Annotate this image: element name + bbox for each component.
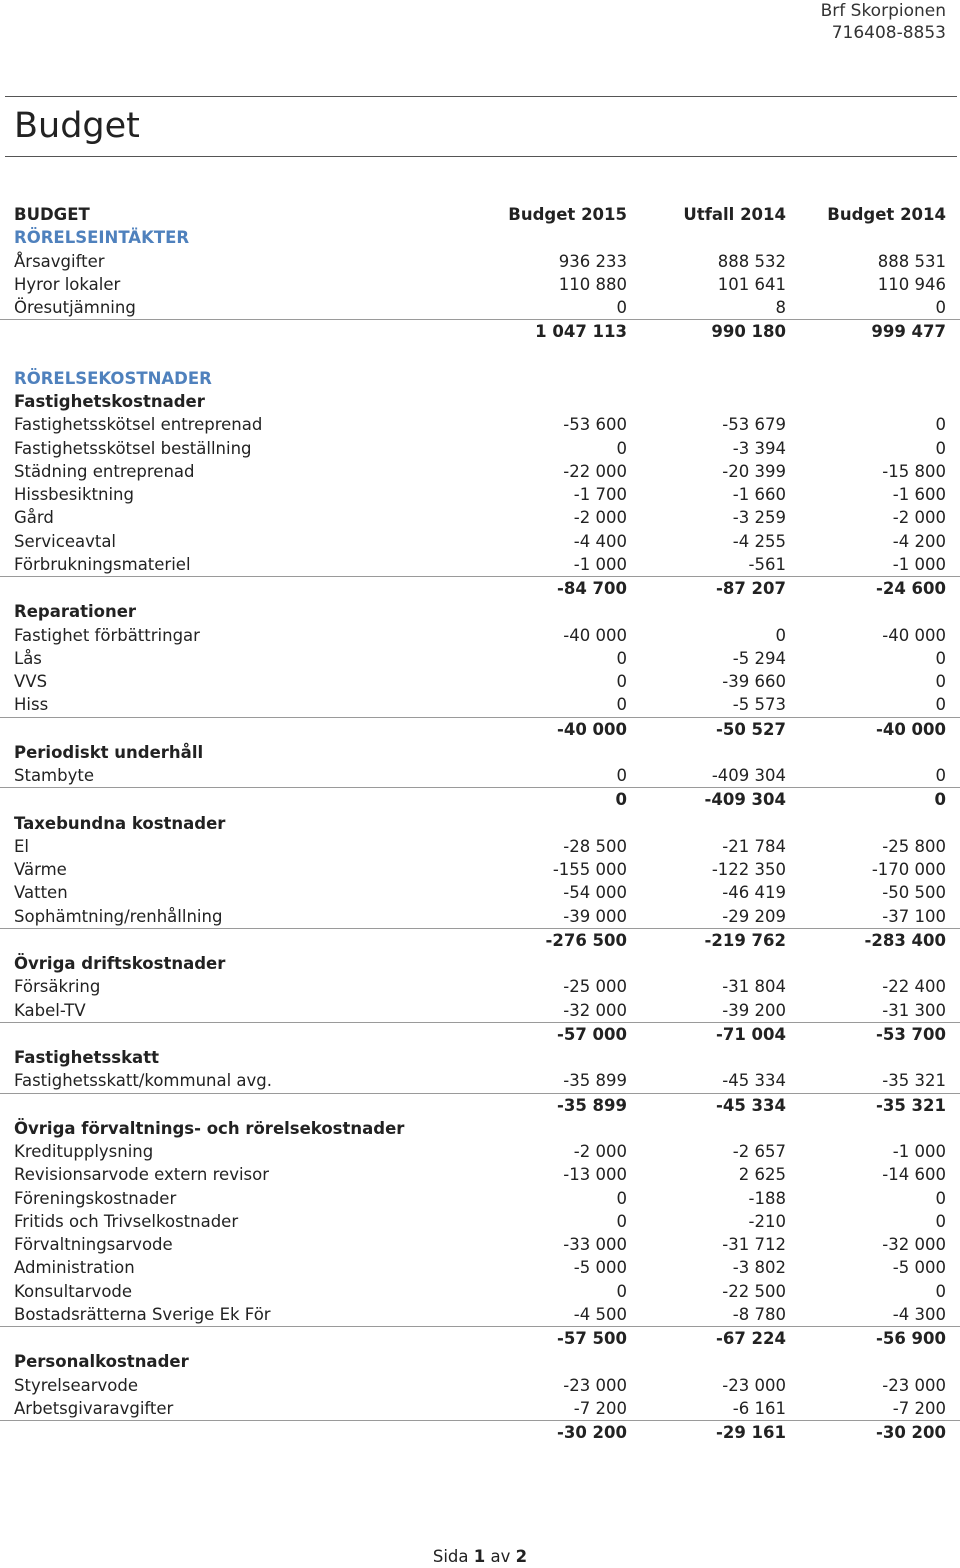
table-row [0,1187,960,1210]
budget-2015-cell: -276 500 [545,930,627,950]
utfall-2014-cell: -29 209 [722,906,786,926]
budget-2014-cell: 0 [935,766,946,785]
utfall-2014-cell: -8 780 [732,1304,786,1324]
budget-2014-cell: -4 200 [892,531,946,551]
utfall-2014-cell: -3 802 [732,1258,786,1278]
utfall-2014-cell: -561 [748,554,786,574]
budget-2015-cell: 0 [616,1281,627,1301]
utfall-2014-cell: 990 180 [711,322,786,342]
budget-2014-cell: -32 000 [882,1235,946,1254]
row-label: Städning entreprenad [14,461,195,481]
section-heading [0,367,960,390]
utfall-2014-cell: -188 [748,1188,786,1208]
budget-2014-cell: -7 200 [892,1398,946,1418]
budget-2015-cell: -57 500 [557,1329,627,1348]
row-label: Fastighetsskatt [14,1048,159,1067]
table-row [0,1210,960,1233]
subtotal-row [0,787,960,811]
table-row [0,1374,960,1397]
row-label: Fastighetsskatt/kommunal avg. [14,1071,273,1091]
budget-2014-cell: -1 000 [892,554,946,574]
row-label: Fritids och Trivselkostnader [14,1211,239,1231]
utfall-2014-cell: -53 679 [722,415,786,435]
budget-2014-cell: 0 [935,415,946,435]
budget-2014-cell: 0 [935,438,946,458]
row-label: Övriga förvaltnings- och rörelsekostnader [14,1118,405,1138]
table-row [0,1280,960,1303]
section-heading [0,226,960,249]
row-label: Revisionsarvode extern revisor [14,1165,270,1185]
subtotal-row [0,928,960,952]
utfall-2014-cell: -31 712 [722,1235,786,1254]
title-divider-bottom [5,156,957,157]
subtotal-row [0,1326,960,1350]
utfall-2014-cell: -22 500 [722,1281,786,1301]
utfall-2014-cell: -409 304 [711,766,786,785]
budget-2014-cell: -22 400 [882,977,946,997]
row-label: Kabel-TV [14,1000,86,1020]
budget-2015-cell: -13 000 [563,1165,627,1185]
utfall-2014-cell: 101 641 [717,274,786,294]
utfall-2014-cell: -5 294 [732,648,786,668]
utfall-2014-cell: 2 625 [738,1165,786,1185]
utfall-2014-cell: -4 255 [732,531,786,551]
group-heading [0,390,960,413]
budget-2014-cell: -4 300 [892,1304,946,1324]
organization-number: 716408-8853 [831,23,946,43]
utfall-2014-cell: -67 224 [716,1329,786,1348]
row-label: Årsavgifter [14,251,105,271]
table-row [0,1256,960,1279]
budget-2015-cell: -23 000 [563,1375,627,1395]
budget-2015-cell: -35 899 [563,1071,627,1091]
utfall-2014-cell: -39 200 [722,1000,786,1020]
subtotal-row [0,1420,960,1444]
row-label: Försäkring [14,977,101,997]
budget-2014-cell: -50 500 [882,883,946,903]
budget-2014-cell: -283 400 [864,930,946,950]
organization-info [821,0,946,44]
budget-2014-cell: -170 000 [871,860,946,879]
budget-2015-cell: -4 500 [573,1304,627,1324]
header-utfall-2014: Utfall 2014 [683,205,786,224]
utfall-2014-cell: -31 804 [722,977,786,997]
budget-2014-cell: -53 700 [876,1024,946,1044]
budget-2014-cell: -1 000 [892,1142,946,1161]
row-label: VVS [14,672,48,691]
budget-2015-cell: -35 899 [557,1095,627,1115]
row-label: Förbrukningsmateriel [14,554,191,574]
table-header-row [0,203,960,226]
table-row [0,553,960,576]
row-label: Lås [14,648,42,668]
row-label: Fastighetskostnader [14,392,205,411]
table-row [0,881,960,904]
budget-2014-cell: -2 000 [892,508,946,528]
row-label: Administration [14,1258,135,1278]
utfall-2014-cell: -409 304 [704,790,786,810]
title-divider-top [5,96,957,97]
row-label: Arbetsgivaravgifter [14,1398,174,1418]
subtotal-row [0,576,960,600]
budget-2015-cell: 0 [616,298,627,317]
budget-2015-cell: -32 000 [563,1000,627,1020]
budget-2015-cell: -33 000 [563,1235,627,1254]
budget-2015-cell: -39 000 [563,906,627,926]
row-label: Öresutjämning [14,298,136,317]
budget-2015-cell: 0 [616,766,627,785]
row-label: Personalkostnader [14,1352,189,1372]
row-label: Hyror lokaler [14,274,121,294]
budget-2015-cell: -40 000 [563,625,627,645]
budget-2014-cell: 0 [935,672,946,691]
utfall-2014-cell: 8 [775,298,786,317]
subtotal-row [0,319,960,343]
utfall-2014-cell: -46 419 [722,883,786,903]
group-heading [0,952,960,975]
budget-2015-cell: -22 000 [563,461,627,481]
utfall-2014-cell: -219 762 [704,930,786,950]
row-label: Föreningskostnader [14,1188,177,1208]
budget-2014-cell: 0 [934,790,946,810]
group-heading [0,812,960,835]
row-label: RÖRELSEINTÄKTER [14,228,190,248]
budget-2014-cell: 888 531 [877,251,946,271]
budget-2014-cell: 0 [935,695,946,715]
page-of: av [490,1547,511,1566]
budget-2014-cell: -25 800 [882,836,946,856]
budget-2015-cell: 0 [615,790,627,810]
utfall-2014-cell: -3 259 [732,508,786,528]
utfall-2014-cell: -122 350 [711,860,786,879]
budget-2014-cell: 110 946 [877,274,946,294]
table-row [0,437,960,460]
table-row [0,1303,960,1326]
budget-2015-cell: -1 000 [573,554,627,574]
budget-2014-cell: -35 321 [876,1095,946,1115]
table-row [0,1233,960,1256]
row-label: Hissbesiktning [14,485,134,504]
budget-2014-cell: 999 477 [871,322,946,342]
header-budget-2014: Budget 2014 [827,205,946,224]
budget-2014-cell: 0 [935,648,946,668]
budget-2015-cell: -53 600 [563,415,627,435]
table-row [0,624,960,647]
budget-2015-cell: 1 047 113 [535,322,627,342]
utfall-2014-cell: -5 573 [732,695,786,715]
table-row [0,296,960,319]
budget-2015-cell: 0 [616,672,627,691]
row-label: Bostadsrätterna Sverige Ek För [14,1304,271,1324]
budget-2014-cell: -1 600 [892,485,946,504]
budget-2014-cell: -35 321 [882,1071,946,1091]
utfall-2014-cell: -87 207 [716,579,786,598]
page-label: Sida [432,1547,469,1566]
utfall-2014-cell: -2 657 [732,1142,786,1161]
group-heading [0,1350,960,1373]
row-label: Fastighetsskötsel beställning [14,438,252,458]
page-title: Budget [14,106,140,146]
row-label: Periodiskt underhåll [14,742,204,762]
budget-2015-cell: 0 [616,648,627,668]
budget-2015-cell: 0 [616,438,627,458]
utfall-2014-cell: 888 532 [717,251,786,271]
header-label: BUDGET [14,205,90,224]
row-label: El [14,836,30,856]
group-heading [0,600,960,623]
row-label: Förvaltningsarvode [14,1235,173,1254]
budget-2015-cell: -4 400 [573,531,627,551]
table-row [0,483,960,506]
group-heading [0,1117,960,1140]
row-label: Gård [14,508,54,528]
table-row [0,1163,960,1186]
budget-2014-cell: -14 600 [882,1165,946,1185]
row-label: Fastighet förbättringar [14,625,200,645]
budget-2015-cell: 0 [616,695,627,715]
row-label: Vatten [14,883,68,903]
table-row [0,250,960,273]
budget-2015-cell: -155 000 [552,860,627,879]
utfall-2014-cell: 0 [775,625,786,645]
budget-2015-cell: -84 700 [557,579,627,598]
budget-2014-cell: -31 300 [882,1000,946,1020]
budget-2015-cell: 0 [616,1188,627,1208]
header-budget-2015: Budget 2015 [508,205,627,224]
budget-2014-cell: -23 000 [882,1375,946,1395]
utfall-2014-cell: -45 334 [722,1071,786,1091]
table-row [0,858,960,881]
budget-2014-cell: 0 [935,1188,946,1208]
budget-2014-cell: -30 200 [876,1423,946,1442]
table-row [0,413,960,436]
table-row [0,460,960,483]
group-heading [0,1046,960,1069]
utfall-2014-cell: -71 004 [716,1024,786,1044]
utfall-2014-cell: -20 399 [722,461,786,481]
row-label: Fastighetsskötsel entreprenad [14,415,263,435]
row-label: Stambyte [14,766,94,785]
utfall-2014-cell: -39 660 [722,672,786,691]
table-row [0,905,960,928]
utfall-2014-cell: -45 334 [716,1095,786,1115]
budget-2014-cell: -56 900 [876,1329,946,1348]
budget-2014-cell: -37 100 [882,906,946,926]
utfall-2014-cell: -23 000 [722,1375,786,1395]
table-row [0,1397,960,1420]
row-label: Konsultarvode [14,1281,133,1301]
utfall-2014-cell: -3 394 [732,438,786,458]
budget-2014-cell: -40 000 [876,719,946,739]
subtotal-row [0,1093,960,1117]
row-label: Värme [14,860,67,879]
subtotal-row [0,717,960,741]
budget-2014-cell: 0 [935,298,946,317]
budget-2014-cell: -15 800 [882,461,946,481]
table-row [0,999,960,1022]
budget-2015-cell: -30 200 [557,1423,627,1442]
budget-2014-cell: 0 [935,1211,946,1231]
budget-2015-cell: -25 000 [563,977,627,997]
budget-2014-cell: -24 600 [876,579,946,598]
table-row [0,1140,960,1163]
budget-2015-cell: -1 700 [573,485,627,504]
row-label: Kreditupplysning [14,1142,154,1161]
subtotal-row [0,1022,960,1046]
utfall-2014-cell: -1 660 [732,485,786,504]
table-row [0,1069,960,1092]
table-row [0,693,960,716]
budget-2015-cell: 110 880 [558,274,627,294]
row-label: Reparationer [14,602,137,622]
page-footer [0,1546,960,1568]
page-current: 1 [473,1547,486,1566]
budget-2015-cell: -28 500 [563,836,627,856]
table-row [0,670,960,693]
table-row [0,835,960,858]
table-row [0,530,960,553]
utfall-2014-cell: -21 784 [722,836,786,856]
table-row [0,975,960,998]
budget-2014-cell: -40 000 [882,625,946,645]
row-label: Styrelsearvode [14,1375,138,1395]
budget-2015-cell: 936 233 [558,251,627,271]
budget-2015-cell: -7 200 [573,1398,627,1418]
table-row [0,647,960,670]
utfall-2014-cell: -6 161 [732,1398,786,1418]
row-label: Serviceavtal [14,531,117,551]
table-row [0,273,960,296]
table-row [0,506,960,529]
budget-2015-cell: -40 000 [557,719,627,739]
organization-name: Brf Skorpionen [820,1,946,21]
utfall-2014-cell: -50 527 [716,719,786,739]
budget-2015-cell: 0 [616,1211,627,1231]
budget-2015-cell: -2 000 [573,508,627,528]
budget-2015-cell: -5 000 [573,1258,627,1278]
budget-table [0,203,960,1444]
row-label: RÖRELSEKOSTNADER [14,368,212,388]
row-label: Sophämtning/renhållning [14,906,223,926]
budget-2014-cell: -5 000 [892,1258,946,1278]
utfall-2014-cell: -29 161 [716,1423,786,1442]
group-heading [0,741,960,764]
budget-2015-cell: -54 000 [563,883,627,903]
row-label: Hiss [14,695,49,715]
utfall-2014-cell: -210 [748,1211,786,1231]
budget-2014-cell: 0 [935,1281,946,1301]
table-row [0,764,960,787]
budget-2015-cell: -57 000 [557,1024,627,1044]
budget-2015-cell: -2 000 [573,1142,627,1161]
row-label: Taxebundna kostnader [14,813,226,833]
row-label: Övriga driftskostnader [14,954,226,973]
page-total: 2 [515,1547,528,1566]
